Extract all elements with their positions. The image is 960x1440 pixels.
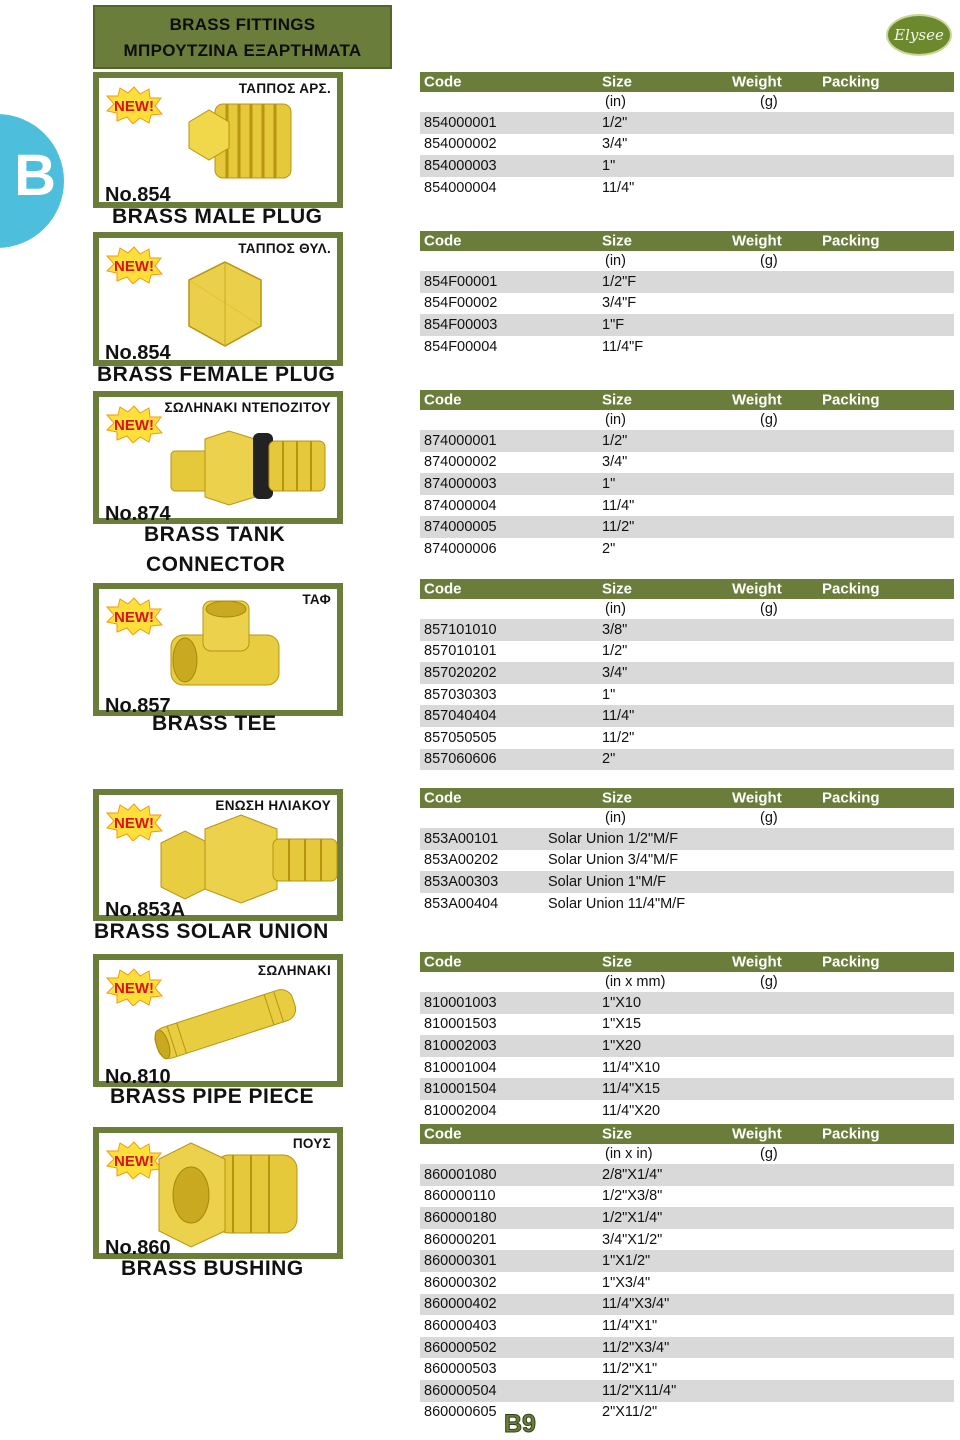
table-row — [420, 1186, 954, 1208]
header-size: Size — [602, 580, 633, 598]
cell-code: 810001004 — [424, 1059, 497, 1076]
product-image-frame — [93, 232, 343, 366]
cell-code: 860000110 — [424, 1188, 496, 1205]
product-title-line2: CONNECTOR — [146, 553, 286, 576]
cell-code: 874000001 — [424, 432, 497, 449]
table-row — [420, 452, 954, 474]
header-weight: Weight — [732, 232, 782, 250]
cell-code: 860000201 — [424, 1231, 497, 1248]
spec-table — [420, 788, 954, 914]
size-unit: (in) — [605, 253, 626, 269]
table-row — [420, 538, 954, 560]
table-row — [420, 112, 954, 134]
header-title-gr: ΜΠΡΟΥΤΖΙΝΑ ΕΞΑΡΤΗΜΑΤΑ — [123, 41, 362, 60]
new-badge-text: NEW! — [114, 1153, 154, 1170]
table-units-row — [420, 972, 954, 992]
cell-size: Solar Union 11/4"M/F — [548, 895, 686, 912]
cell-size: 11/4"X1" — [602, 1317, 658, 1334]
header-weight: Weight — [732, 580, 782, 598]
cell-size: 1"X20 — [602, 1037, 642, 1054]
new-badge-text: NEW! — [114, 98, 154, 115]
cell-code: 860000180 — [424, 1209, 497, 1226]
table-row — [420, 1358, 954, 1380]
cell-size: 1" — [602, 475, 616, 492]
table-row — [420, 1100, 954, 1122]
cell-code: 857050505 — [424, 729, 497, 746]
new-badge-icon — [105, 597, 163, 635]
cell-size: 11/4" — [602, 497, 635, 514]
product-greek-name: ΤΑΠΠΟΣ ΑΡΣ. — [238, 81, 331, 96]
header-code: Code — [424, 580, 462, 598]
table-row — [420, 271, 954, 293]
cell-size: 1/2" — [602, 643, 628, 660]
header-packing: Packing — [822, 73, 880, 91]
header-weight: Weight — [732, 391, 782, 409]
table-units-row — [420, 251, 954, 271]
header-code: Code — [424, 789, 462, 807]
cell-code: 853A00404 — [424, 895, 499, 912]
cell-code: 874000005 — [424, 519, 497, 536]
cell-code: 857010101 — [424, 643, 497, 660]
table-row — [420, 473, 954, 495]
table-units-row — [420, 808, 954, 828]
header-code: Code — [424, 73, 462, 91]
table-row — [420, 641, 954, 663]
male-plug-illustration — [187, 94, 307, 186]
header-size: Size — [602, 73, 633, 91]
cell-size: 3/8" — [602, 621, 628, 638]
cell-code: 860000402 — [424, 1296, 497, 1313]
table-row — [420, 1250, 954, 1272]
product-title: BRASS MALE PLUG — [112, 205, 323, 228]
cell-code: 860000302 — [424, 1274, 497, 1291]
header-packing: Packing — [822, 580, 880, 598]
section-tab — [0, 114, 64, 248]
product-greek-name: ΕΝΩΣΗ ΗΛΙΑΚΟΥ — [215, 798, 331, 813]
table-row — [420, 1315, 954, 1337]
header-weight: Weight — [732, 789, 782, 807]
cell-code: 874000003 — [424, 475, 497, 492]
header-code: Code — [424, 953, 462, 971]
cell-code: 860000502 — [424, 1339, 497, 1356]
cell-size: Solar Union 3/4"M/F — [548, 852, 679, 869]
table-row — [420, 1207, 954, 1229]
product-image-frame — [93, 1127, 343, 1259]
cell-code: 854F00002 — [424, 295, 498, 312]
product-number: No.857 — [105, 695, 171, 717]
header-size: Size — [602, 391, 633, 409]
table-header — [420, 390, 954, 410]
header-code: Code — [424, 232, 462, 250]
new-badge-icon — [105, 405, 163, 443]
product-title: BRASS PIPE PIECE — [110, 1085, 315, 1108]
header-code: Code — [424, 391, 462, 409]
table-row — [420, 1078, 954, 1100]
new-badge-text: NEW! — [114, 417, 154, 434]
page-header — [93, 5, 392, 69]
cell-code: 857060606 — [424, 751, 497, 768]
cell-code: 810002004 — [424, 1102, 497, 1119]
weight-unit: (g) — [760, 810, 778, 826]
cell-size: 1" — [602, 157, 616, 174]
cell-size: 1"X3/4" — [602, 1274, 651, 1291]
new-badge-icon — [105, 86, 163, 124]
header-size: Size — [602, 789, 633, 807]
spec-table — [420, 72, 954, 198]
cell-size: 1"X15 — [602, 1016, 642, 1033]
tank-connector-illustration — [165, 417, 335, 509]
cell-code: 860000504 — [424, 1382, 497, 1399]
cell-code: 810002003 — [424, 1037, 497, 1054]
product-title: BRASS FEMALE PLUG — [97, 363, 336, 386]
cell-code: 854F00003 — [424, 316, 498, 333]
cell-size: 1" — [602, 686, 616, 703]
cell-code: 857020202 — [424, 664, 497, 681]
table-header — [420, 231, 954, 251]
cell-code: 853A00202 — [424, 852, 499, 869]
weight-unit: (g) — [760, 412, 778, 428]
product-title: BRASS SOLAR UNION — [94, 920, 329, 943]
weight-unit: (g) — [760, 1146, 778, 1162]
brand-logo — [886, 14, 952, 56]
cell-code: 860001080 — [424, 1166, 497, 1183]
table-row — [420, 1272, 954, 1294]
header-packing: Packing — [822, 1125, 880, 1143]
cell-size: 11/2"X11/4" — [602, 1382, 677, 1399]
table-row — [420, 1229, 954, 1251]
cell-size: 3/4"X1/2" — [602, 1231, 663, 1248]
cell-size: 1/2" — [602, 114, 628, 131]
cell-size: Solar Union 1"M/F — [548, 873, 666, 890]
product-number: No.854 — [105, 342, 171, 364]
table-row — [420, 495, 954, 517]
table-row — [420, 619, 954, 641]
table-row — [420, 850, 954, 872]
cell-code: 854F00004 — [424, 338, 498, 355]
brand-logo-text: Elysee — [894, 26, 944, 44]
cell-code: 857030303 — [424, 686, 497, 703]
table-header — [420, 952, 954, 972]
table-row — [420, 684, 954, 706]
table-row — [420, 749, 954, 771]
header-weight: Weight — [732, 1125, 782, 1143]
spec-table — [420, 231, 954, 357]
weight-unit: (g) — [760, 601, 778, 617]
product-number: No.874 — [105, 503, 171, 525]
weight-unit: (g) — [760, 253, 778, 269]
cell-size: 11/4" — [602, 179, 635, 196]
cell-code: 874000004 — [424, 497, 497, 514]
table-row — [420, 1337, 954, 1359]
weight-unit: (g) — [760, 974, 778, 990]
product-number: No.853A — [105, 899, 186, 921]
product-image-frame — [93, 391, 343, 524]
cell-size: 11/4" — [602, 708, 635, 725]
table-row — [420, 336, 954, 358]
size-unit: (in) — [605, 601, 626, 617]
header-title-en: BRASS FITTINGS — [169, 15, 316, 34]
header-packing: Packing — [822, 953, 880, 971]
table-row — [420, 662, 954, 684]
table-row — [420, 1380, 954, 1402]
pipe-piece-illustration — [145, 978, 305, 1068]
cell-size: 2/8"X1/4" — [602, 1166, 663, 1183]
header-packing: Packing — [822, 391, 880, 409]
table-row — [420, 134, 954, 156]
cell-size: 11/2" — [602, 729, 635, 746]
new-badge-icon — [105, 246, 163, 284]
header-weight: Weight — [732, 953, 782, 971]
cell-code: 853A00303 — [424, 873, 499, 890]
table-header — [420, 788, 954, 808]
cell-code: 860000605 — [424, 1404, 497, 1421]
cell-size: 1"X10 — [602, 994, 642, 1011]
table-header — [420, 1124, 954, 1144]
cell-size: 1/2"X3/8" — [602, 1188, 663, 1205]
cell-size: 1/2"X1/4" — [602, 1209, 663, 1226]
size-unit: (in x in) — [605, 1146, 653, 1162]
cell-size: 3/4" — [602, 454, 628, 471]
product-title: BRASS BUSHING — [121, 1257, 304, 1280]
table-units-row — [420, 410, 954, 430]
cell-code: 854F00001 — [424, 273, 498, 290]
new-badge-text: NEW! — [114, 980, 154, 997]
size-unit: (in x mm) — [605, 974, 666, 990]
product-greek-name: ΣΩΛΗΝΑΚΙ — [257, 963, 331, 978]
tee-illustration — [165, 597, 285, 697]
spec-table — [420, 1124, 954, 1423]
product-image-frame — [93, 72, 343, 208]
cell-size: Solar Union 1/2"M/F — [548, 830, 679, 847]
product-image-frame — [93, 789, 343, 921]
header-size: Size — [602, 1125, 633, 1143]
cell-size: 3/4" — [602, 664, 628, 681]
product-greek-name: ΠΟΥΣ — [292, 1136, 331, 1151]
table-row — [420, 727, 954, 749]
table-row — [420, 1057, 954, 1079]
bushing-illustration — [155, 1139, 305, 1251]
cell-size: 2" — [602, 540, 616, 557]
page-number: B9 — [504, 1410, 536, 1438]
cell-code: 854000002 — [424, 136, 497, 153]
cell-size: 11/4"X20 — [602, 1102, 661, 1119]
header-size: Size — [602, 232, 633, 250]
cell-code: 874000002 — [424, 454, 497, 471]
table-row — [420, 828, 954, 850]
cell-size: 11/4"X3/4" — [602, 1296, 670, 1313]
cell-code: 857040404 — [424, 708, 497, 725]
cell-code: 854000004 — [424, 179, 497, 196]
cell-code: 860000301 — [424, 1253, 497, 1270]
product-title: BRASS TEE — [152, 712, 277, 735]
table-row — [420, 516, 954, 538]
table-row — [420, 705, 954, 727]
new-badge-text: NEW! — [114, 609, 154, 626]
spec-table — [420, 390, 954, 560]
cell-size: 1/2" — [602, 432, 628, 449]
header-packing: Packing — [822, 789, 880, 807]
product-image-frame — [93, 954, 343, 1087]
header-code: Code — [424, 1125, 462, 1143]
table-row — [420, 1294, 954, 1316]
cell-size: 1/2"F — [602, 273, 637, 290]
size-unit: (in) — [605, 412, 626, 428]
table-row — [420, 1014, 954, 1036]
size-unit: (in) — [605, 94, 626, 110]
table-row — [420, 155, 954, 177]
cell-size: 11/2"X3/4" — [602, 1339, 670, 1356]
table-row — [420, 1035, 954, 1057]
cell-code: 854000001 — [424, 114, 497, 131]
cell-size: 11/4"X15 — [602, 1081, 661, 1098]
table-row — [420, 893, 954, 915]
table-row — [420, 871, 954, 893]
cell-size: 1"X1/2" — [602, 1253, 651, 1270]
cell-size: 11/2" — [602, 519, 635, 536]
cell-code: 810001503 — [424, 1016, 497, 1033]
spec-table — [420, 579, 954, 770]
cell-code: 860000403 — [424, 1317, 497, 1334]
cell-size: 11/2"X1" — [602, 1361, 658, 1378]
table-units-row — [420, 1144, 954, 1164]
table-row — [420, 1164, 954, 1186]
cell-code: 853A00101 — [424, 830, 499, 847]
cell-code: 854000003 — [424, 157, 497, 174]
table-row — [420, 992, 954, 1014]
product-title-line1: BRASS TANK — [144, 523, 286, 546]
cell-size: 11/4"X10 — [602, 1059, 661, 1076]
product-greek-name: ΤΑΠΠΟΣ ΘΥΛ. — [238, 241, 331, 256]
cell-size: 11/4"F — [602, 338, 644, 355]
section-letter: B — [14, 143, 56, 208]
product-number: No.810 — [105, 1066, 171, 1088]
female-plug-illustration — [185, 260, 265, 350]
cell-size: 1"F — [602, 316, 625, 333]
new-badge-text: NEW! — [114, 815, 154, 832]
spec-table — [420, 952, 954, 1122]
product-image-frame — [93, 583, 343, 716]
product-greek-name: ΤΑΦ — [302, 592, 331, 607]
table-row — [420, 314, 954, 336]
table-units-row — [420, 92, 954, 112]
header-size: Size — [602, 953, 633, 971]
cell-size: 3/4" — [602, 136, 628, 153]
table-row — [420, 430, 954, 452]
cell-size: 3/4"F — [602, 295, 637, 312]
cell-code: 810001003 — [424, 994, 497, 1011]
cell-code: 860000503 — [424, 1361, 497, 1378]
table-row — [420, 177, 954, 199]
cell-size: 2"X11/2" — [602, 1404, 658, 1421]
table-header — [420, 72, 954, 92]
size-unit: (in) — [605, 810, 626, 826]
table-header — [420, 579, 954, 599]
new-badge-text: NEW! — [114, 258, 154, 275]
solar-union-illustration — [155, 809, 345, 905]
weight-unit: (g) — [760, 94, 778, 110]
cell-code: 857101010 — [424, 621, 497, 638]
cell-code: 874000006 — [424, 540, 497, 557]
header-weight: Weight — [732, 73, 782, 91]
product-number: No.860 — [105, 1237, 171, 1259]
product-greek-name: ΣΩΛΗΝΑΚΙ ΝΤΕΠΟΖΙΤΟΥ — [164, 400, 331, 415]
cell-size: 2" — [602, 751, 616, 768]
table-units-row — [420, 599, 954, 619]
table-row — [420, 293, 954, 315]
table-row — [420, 1402, 954, 1424]
product-number: No.854 — [105, 184, 171, 206]
header-packing: Packing — [822, 232, 880, 250]
cell-code: 810001504 — [424, 1081, 497, 1098]
